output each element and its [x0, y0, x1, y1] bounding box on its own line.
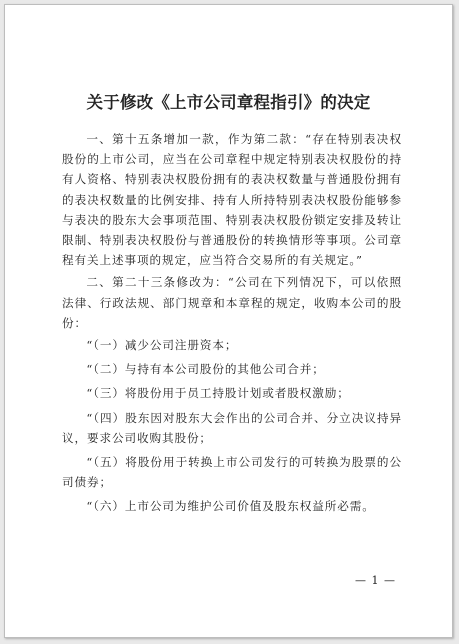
paragraph-article-23: 二、第二十三条修改为：“公司在下列情况下，可以依照法律、行政法规、部门规章和本章程的规定，收购本公司的股份：	[62, 275, 402, 330]
document-body	[62, 129, 402, 521]
paragraph-article-15: 一、第十五条增加一款，作为第二款：“存在特别表决权股份的上市公司，应当在公司章程中规定特别表决权股份的持有人资格、特别表决权股份拥有的表决权数量与普通股份拥有的表决权数量的比例安排、持有人所持特别表决权股份能够参与表决的股东大会事项范围、特别表决权股份锁定安排及转让限制、特别表决权股份与普通股份的转换情形等事项。公司章程有关上述事项的规定，应当符合交易所的有关规定。”	[62, 132, 402, 268]
document-title: 关于修改《上市公司章程指引》的决定	[86, 93, 371, 112]
document-page	[4, 4, 453, 638]
list-item: “（三）将股份用于员工持股计划或者股权激励；	[86, 386, 350, 401]
list-item: “（一）减少公司注册资本；	[86, 338, 238, 353]
list-item: “（五）将股份用于转换上市公司发行的可转换为股票的公司债券；	[62, 455, 402, 490]
list-item: “（六）上市公司为维护公司价值及股东权益所必需。	[86, 499, 375, 514]
page-number: — 1 —	[355, 574, 396, 587]
list-item: “（四）股东因对股东大会作出的公司合并、分立决议持异议，要求公司收购其股份；	[62, 410, 402, 445]
list-item: “（二）与持有本公司股份的其他公司合并；	[86, 362, 325, 377]
